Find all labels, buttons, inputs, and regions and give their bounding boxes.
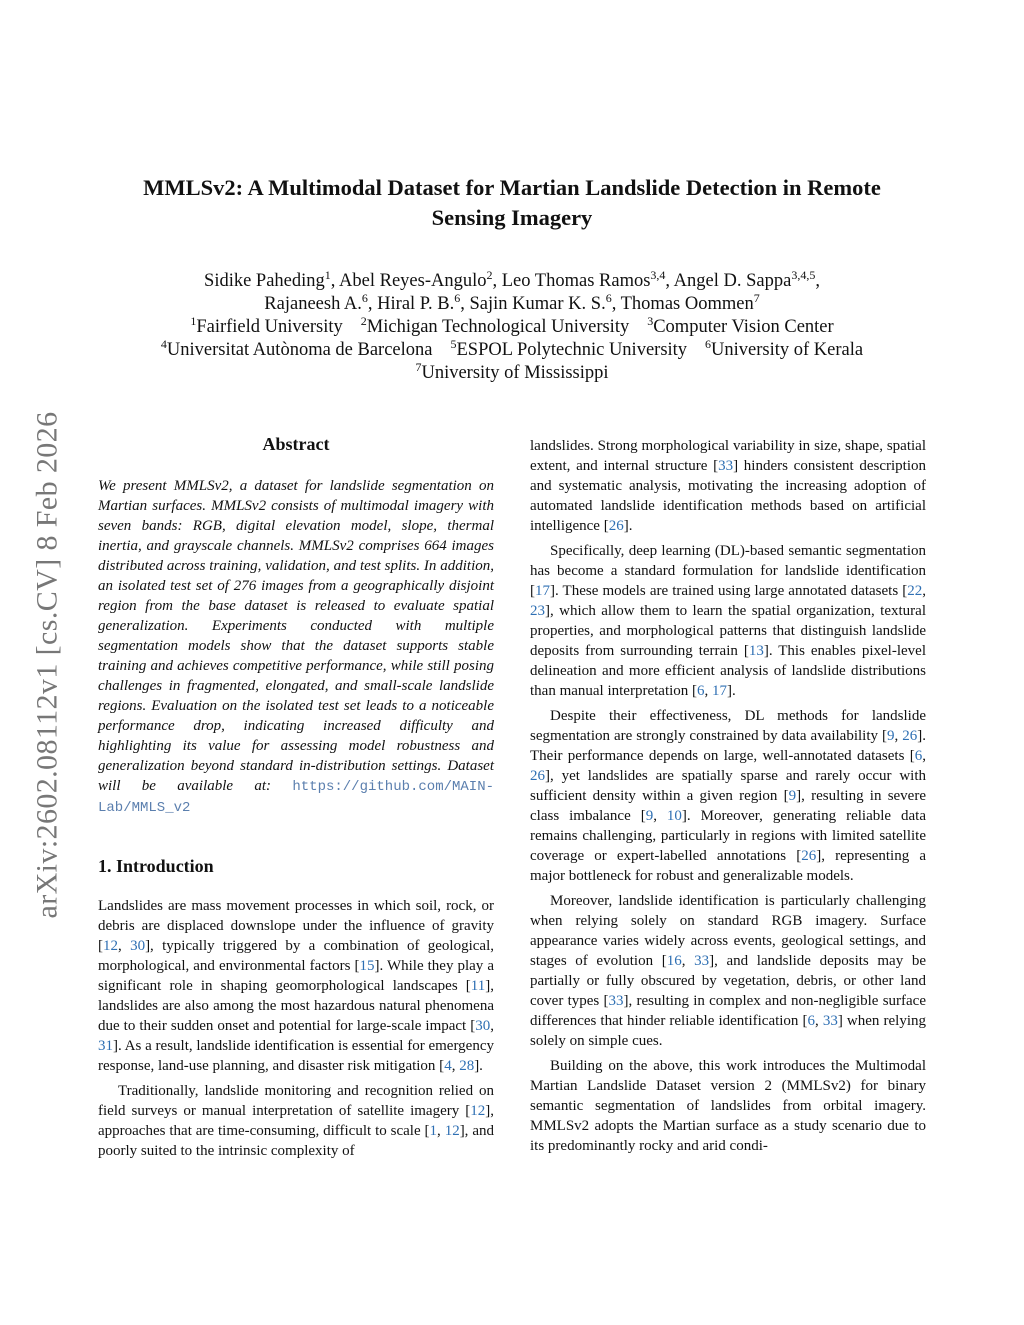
affiliation-name: ESPOL Polytechnic University — [456, 340, 688, 360]
paragraph-text: ]. These models are trained using large annotated datasets [ — [550, 583, 908, 599]
paragraph-text: , — [894, 728, 903, 744]
affiliation-line-1 — [100, 313, 924, 339]
paragraph-text: ]. This enables pixel-level delineation and more efficient analysis of landslide distributions than manual interpretation [ — [530, 643, 926, 699]
author-affiliation-mark: 3,4 — [650, 267, 666, 282]
paper-title — [100, 173, 924, 233]
author-affiliation-mark: 6 — [361, 290, 368, 305]
paragraph-text: ], typically triggered by a combination of geological, morphological, and environmental factors [ — [98, 938, 494, 974]
paragraph-text: Despite their effectiveness, DL methods for landslide segmentation are strongly constrained by data availability [ — [530, 708, 926, 744]
citation-link[interactable]: 26 — [801, 848, 817, 864]
author-name: Angel D. Sappa — [673, 271, 792, 291]
paragraph-text: ], and landslide deposits may be partially or fully obscured by vegetation, debris, or other land cover types [ — [530, 953, 926, 1009]
author-name: Rajaneesh A. — [264, 294, 362, 314]
citation-link[interactable]: 4 — [444, 1058, 452, 1074]
paragraph-text: ] when relying solely on simple cues. — [530, 1013, 926, 1049]
abstract-text — [98, 476, 494, 818]
citation-link[interactable]: 12 — [444, 1123, 460, 1139]
paragraph-text: ] hinders consistent description and systematic analysis, motivating the increasing adoption of automated landslide identification methods based on artificial intelligence [ — [530, 458, 926, 534]
affiliation-line-3 — [100, 359, 924, 385]
author-line-2: Rajaneesh A.$^6$, Hiral P. B.$^6$, Sajin Kumar K. S.$^6$, Thomas Oommen$^7$ — [264, 290, 760, 314]
affiliation-line-2 — [100, 336, 924, 362]
paragraph-text: , — [451, 1058, 460, 1074]
paragraph-text: landslides. Strong morphological variability in size, shape, spatial extent, and internal structure [ — [530, 438, 926, 474]
citation-link[interactable]: 17 — [712, 683, 728, 699]
paragraph — [98, 896, 494, 1076]
paper-title-line-2: Sensing Imagery — [431, 205, 593, 230]
abstract-heading: Abstract — [262, 434, 330, 454]
paragraph — [530, 541, 926, 701]
citation-link[interactable]: 13 — [748, 643, 764, 659]
section-heading-introduction: 1. Introduction — [98, 856, 214, 876]
paragraph-text: ], landslides are also among the most hazardous natural phenomena due to their sudden onset and potential for large-scale impact [ — [98, 978, 494, 1034]
paragraph — [530, 706, 926, 886]
arxiv-identifier — [22, 380, 72, 950]
paragraph — [530, 891, 926, 1051]
paragraph-text: ]. — [727, 683, 736, 699]
paragraph-text: ], resulting in severe class imbalance [ — [530, 788, 926, 824]
citation-link[interactable]: 12 — [103, 938, 118, 954]
affiliation-name: Computer Vision Center — [653, 317, 834, 337]
affiliation-mark: 2 — [360, 313, 367, 328]
abstract-body-text: We present MMLSv2, a dataset for landslide segmentation on Martian surfaces. MMLSv2 consists of multimodal imagery with seven bands: RGB, digital elevation model, slope, thermal inertia, and grayscale channels. MMLSv2 comprises 664 images distributed across training, validation, and test splits. In addition, an isolated test set of 276 images from a geographically disjoint region from the base dataset is released to evaluate spatial generalization. Experiments conducted with multiple segmentation models show that the dataset supports stable training and achieves competitive performance, while still posing challenges in fragmented, elongated, and small-scale landslide regions. Evaluation on the isolated test set leads to a noticeable performance drop, indicating increased difficulty and highlighting its value for assessing model robustness and generalization beyond standard in-distribution settings. Dataset will be available at: — [98, 478, 494, 794]
paragraph-text: ]. Their performance depends on large, well-annotated datasets [ — [530, 728, 927, 764]
author-affiliation-mark: 6 — [454, 290, 461, 305]
author-name: Abel Reyes-Angulo — [339, 271, 487, 291]
arxiv-identifier-text: arXiv:2602.08112v1 [cs.CV] 8 Feb 2026 — [30, 411, 64, 919]
affiliation-mark: 6 — [705, 336, 712, 351]
paragraph — [530, 1056, 926, 1156]
paragraph-text: ], and poorly suited to the intrinsic complexity of — [98, 1123, 494, 1159]
affiliation-mark: 3 — [647, 313, 654, 328]
right-column — [530, 436, 926, 1156]
author-affiliation-mark: 7 — [753, 290, 760, 305]
paragraph-text: ]. — [623, 518, 633, 534]
citation-link[interactable]: 6 — [914, 748, 923, 764]
affiliation-name: University of Kerala — [711, 340, 864, 360]
affiliation-mark: 1 — [190, 313, 197, 328]
left-column — [98, 432, 494, 1161]
paragraph — [98, 1081, 494, 1161]
citation-link[interactable]: 30 — [475, 1018, 491, 1034]
citation-link[interactable]: 6 — [697, 683, 705, 699]
affiliation-name: University of Mississippi — [421, 363, 609, 383]
paragraph-text: , — [653, 808, 667, 824]
author-name: Hiral P. B. — [377, 294, 455, 314]
paragraph-text: , — [815, 1013, 823, 1029]
paragraph-text: ]. — [474, 1058, 483, 1074]
paragraph-text: ], which allow them to learn the spatial organization, textural properties, and morphological patterns that distinguish landslide deposits from surrounding terrain [ — [530, 603, 926, 659]
author-affiliation-mark: 6 — [605, 290, 612, 305]
paragraph-text: Moreover, landslide identification is particularly challenging when relying solely on standard RGB imagery. Surface appearance varies widely across events, geological settings, and stages of evolution [ — [530, 893, 926, 969]
citation-link[interactable]: 12 — [470, 1103, 486, 1119]
paragraph-text: , — [922, 748, 926, 764]
paragraph-text: ], resulting in complex and non-negligible surface differences that hinder reliable identification [ — [530, 993, 927, 1029]
author-line-1: Sidike Paheding$^1$, Abel Reyes-Angulo$^2$, Leo Thomas Ramos$^{3,4}$, Angel D. Sappa$^{3,4,5}$, — [204, 267, 820, 291]
author-affiliation-mark: 3,4,5 — [791, 267, 816, 282]
citation-link[interactable]: 23 — [530, 603, 545, 619]
paragraph-text: , — [490, 1018, 494, 1034]
citation-link[interactable]: 17 — [535, 583, 550, 599]
author-affiliation-mark: 2 — [486, 267, 493, 282]
citation-link[interactable]: 11 — [470, 978, 486, 994]
citation-link[interactable]: 26 — [902, 728, 918, 744]
author-name: Sidike Paheding — [204, 271, 325, 291]
citation-link[interactable]: 33 — [718, 458, 734, 474]
citation-link[interactable]: 31 — [98, 1038, 113, 1054]
paragraph-text: ]. Moreover, generating reliable data remains challenging, particularly in regions with limited satellite coverage or expert-labelled annotations [ — [530, 808, 927, 864]
paragraph-text: , — [681, 953, 695, 969]
paragraph-text: Building on the above, this work introduces the Multimodal Martian Landslide Dataset version 2 (MMLSv2) for binary semantic segmentation of landslides from orbital imagery. MMLSv2 adopts the Martian surface as a study scenario due to its predominantly rocky and arid condi- — [530, 1058, 926, 1154]
citation-link[interactable]: 6 — [807, 1013, 816, 1029]
paragraph-text: , — [437, 1123, 445, 1139]
affiliation-name: Fairfield University — [196, 317, 343, 337]
citation-link[interactable]: 30 — [130, 938, 146, 954]
affiliation-name: Universitat Autònoma de Barcelona — [166, 340, 433, 360]
paragraph-text: , — [118, 938, 131, 954]
author-block — [100, 267, 924, 385]
citation-link[interactable]: 28 — [459, 1058, 475, 1074]
citation-link[interactable]: 1 — [429, 1123, 438, 1139]
author-name: Sajin Kumar K. S. — [469, 294, 606, 314]
dataset-link[interactable]: https://github.com/MAIN-Lab/MMLS_v2 — [98, 779, 495, 816]
paper-title-line-1: MMLSv2: A Multimodal Dataset for Martian Landslide Detection in Remote — [143, 175, 881, 200]
paragraph-text: Landslides are mass movement processes in which soil, rock, or debris are displaced downslope under the influence of gravity [ — [98, 898, 494, 954]
citation-link[interactable]: 16 — [666, 953, 682, 969]
citation-link[interactable]: 26 — [608, 518, 624, 534]
paragraph-text: , — [704, 683, 713, 699]
citation-link[interactable]: 33 — [608, 993, 624, 1009]
citation-link[interactable]: 33 — [694, 953, 710, 969]
citation-link[interactable]: 9 — [788, 788, 797, 804]
citation-link[interactable]: 22 — [907, 583, 923, 599]
author-affiliation-mark: 1 — [324, 267, 331, 282]
author-name: Leo Thomas Ramos — [501, 271, 651, 291]
paragraph-text: ], approaches that are time-consuming, difficult to scale [ — [98, 1103, 494, 1139]
citation-link[interactable]: 15 — [359, 958, 375, 974]
citation-link[interactable]: 10 — [666, 808, 682, 824]
citation-link[interactable]: 26 — [530, 768, 545, 784]
paragraph-text: ]. As a result, landslide identification is essential for emergency response, land-use planning, and disaster risk mitigation [ — [98, 1038, 494, 1074]
paragraph-text: ]. While they play a significant role in shaping geomorphological landscapes [ — [98, 958, 494, 994]
paragraph-text: ], representing a major bottleneck for robust and generalizable models. — [530, 848, 926, 884]
paragraph-text: Specifically, deep learning (DL)-based semantic segmentation has become a standard formulation for landslide identification [ — [530, 543, 926, 599]
affiliation-mark: 4 — [160, 336, 167, 351]
author-name: Thomas Oommen — [620, 294, 754, 314]
citation-link[interactable]: 33 — [822, 1013, 838, 1029]
paragraph-text: , — [922, 583, 926, 599]
affiliation-mark: 5 — [450, 336, 457, 351]
citation-link[interactable]: 9 — [645, 808, 654, 824]
paragraph-text: Traditionally, landslide monitoring and recognition relied on field surveys or manual interpretation of satellite imagery [ — [98, 1083, 494, 1119]
paragraph — [530, 436, 926, 536]
paragraph-text: ], yet landslides are spatially sparse and rarely occur with sufficient density within a given region [ — [530, 768, 926, 804]
affiliation-name: Michigan Technological University — [366, 317, 630, 337]
affiliation-mark: 7 — [415, 359, 422, 374]
citation-link[interactable]: 9 — [887, 728, 895, 744]
